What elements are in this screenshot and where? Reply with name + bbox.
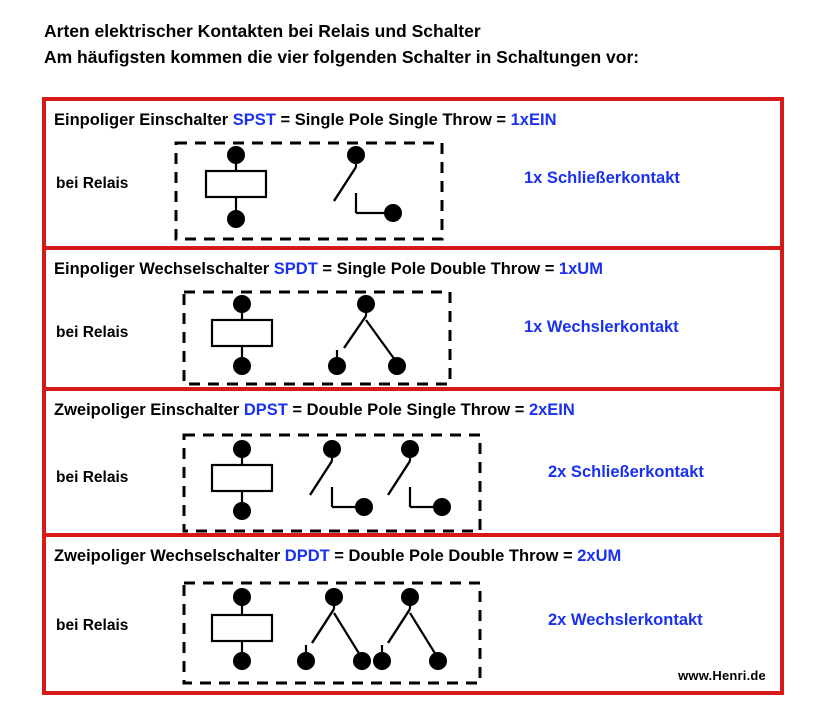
row-dpst-title [54,401,575,420]
row-dpst-relais-label: bei Relais [56,469,129,486]
row-spst-title-middle: = Single Pole Single Throw = [275,111,511,129]
row-dpdt-contact-label: 2x Wechslerkontakt [548,611,703,629]
page-title-line-1: Arten elektrischer Kontakten bei Relais und Schalter [44,21,481,41]
row-spst-code: SPST [232,111,276,129]
watermark-credit: www.Henri.de [678,668,766,683]
row-dpst-throw: 2xEIN [528,401,575,419]
row-dpst-code: DPST [243,401,288,419]
row-dpdt-schematic [182,581,482,685]
row-spst-title-prefix: Einpoliger Einschalter [54,111,233,129]
diagram-frame [42,97,784,695]
row-spst-throw: 1xEIN [510,111,557,129]
row-spdt-title [54,260,603,279]
row-dpdt-relais-label: bei Relais [56,617,129,634]
page-title-line-2: Am häufigsten kommen die vier folgenden Schalter in Schaltungen vor: [44,47,640,67]
row-dpdt-throw: 2xUM [577,547,622,565]
row-spst-relais-label: bei Relais [56,175,129,192]
row-spdt-relais-label: bei Relais [56,324,129,341]
row-dpdt-title-middle: = Double Pole Double Throw = [329,547,578,565]
row-spst-title [54,111,556,130]
row-spdt [46,246,780,387]
page-title [44,18,784,70]
row-spdt-throw: 1xUM [558,260,603,278]
row-dpdt [46,533,780,691]
row-spdt-title-middle: = Single Pole Double Throw = [317,260,559,278]
row-spst [46,101,780,246]
row-dpst-schematic [182,433,482,533]
row-spdt-code: SPDT [273,260,318,278]
row-dpdt-title [54,547,621,566]
row-spdt-contact-label: 1x Wechslerkontakt [524,318,679,336]
row-dpst-contact-label: 2x Schließerkontakt [548,463,704,481]
row-spst-contact-label: 1x Schließerkontakt [524,169,680,187]
row-dpst-title-middle: = Double Pole Single Throw = [287,401,529,419]
row-dpst [46,387,780,533]
row-spst-schematic [174,141,444,241]
row-spdt-title-prefix: Einpoliger Wechselschalter [54,260,274,278]
row-spdt-schematic [182,290,452,386]
row-dpst-title-prefix: Zweipoliger Einschalter [54,401,244,419]
row-dpdt-code: DPDT [284,547,330,565]
row-dpdt-title-prefix: Zweipoliger Wechselschalter [54,547,285,565]
